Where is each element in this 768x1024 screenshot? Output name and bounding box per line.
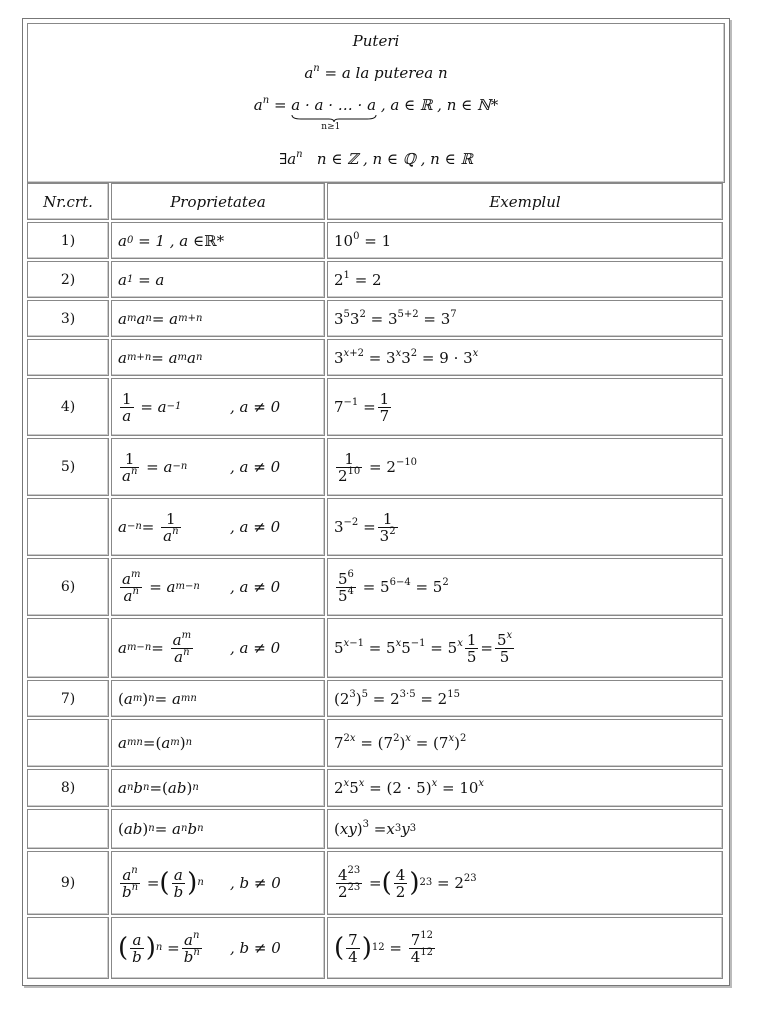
row-number: 3) xyxy=(27,300,109,337)
example-cell: $10^0 = 1$ xyxy=(327,222,723,259)
property-cell: a m−n = $\frac{a^m}{a^n}$ , a ≠ 0 xyxy=(111,618,325,678)
table-header xyxy=(27,23,725,183)
row-number: 1) xyxy=(27,222,109,259)
column-header-nr: Nr.crt. xyxy=(27,183,109,220)
property-cell: ( $\frac{a}{b}$ ) n = $\frac{a^n}{b^n}$ , b ≠ 0 xyxy=(111,917,325,979)
example-cell: $3^{x+2} = 3^x3^2 = 9 \cdot 3^x$ xyxy=(327,339,723,376)
row-number: 6) xyxy=(27,558,109,616)
product-definition: $a^n = a \cdot a$ · … · a n≥1 , a ∈ ℝ , n ∈ ℕ* xyxy=(253,95,499,132)
condition: , a ≠ 0 xyxy=(230,639,281,657)
condition: , b ≠ 0 xyxy=(230,939,281,957)
property-cell: a mn = ( a m ) n xyxy=(111,719,325,767)
existence-line: $\exists a^n$ n ∈ ℤ , n ∈ ℚ , n ∈ ℝ xyxy=(279,149,473,168)
property-cell: a 0 = 1 , a ∈ ℝ * xyxy=(111,222,325,259)
row-number: 7) xyxy=(27,680,109,717)
column-header-property: Proprietatea xyxy=(111,183,325,220)
property-cell: a m+n = a m a n xyxy=(111,339,325,376)
property-cell: $\frac{1}{a}$ = a −1 , a ≠ 0 xyxy=(111,378,325,436)
domain-condition: , a ∈ ℝ , n ∈ ℕ* xyxy=(376,96,499,114)
example-cell: $3^{-2}$ = $\frac{1}{3^2}$ xyxy=(327,498,723,556)
brace-label: n≥1 xyxy=(321,122,341,132)
existence-conditions: n ∈ ℤ , n ∈ ℚ , n ∈ ℝ xyxy=(316,150,473,168)
example-cell: $\frac{1}{2^{10}}$ = $2^{-10}$ xyxy=(327,438,723,496)
row-number: 5) xyxy=(27,438,109,496)
column-header-example: Exemplul xyxy=(327,183,723,220)
condition: , a ≠ 0 xyxy=(230,518,281,536)
condition: , b ≠ 0 xyxy=(230,874,281,892)
property-cell: $\frac{1}{a^n}$ = a −n , a ≠ 0 xyxy=(111,438,325,496)
example-cell: $(2^3)^5 = 2^{3\cdot 5} = 2^{15}$ xyxy=(327,680,723,717)
row-number: 2) xyxy=(27,261,109,298)
example-cell: $7^{2x} = (7^2)^x = (7^x)^2$ xyxy=(327,719,723,767)
row-number: 8) xyxy=(27,769,109,807)
property-cell: a 1 = a xyxy=(111,261,325,298)
powers-table xyxy=(22,18,730,986)
condition: , a ≠ 0 xyxy=(230,458,281,476)
example-cell: $2^1 = 2$ xyxy=(327,261,723,298)
condition: , a ≠ 0 xyxy=(230,398,281,416)
property-cell: a −n = $\frac{1}{a^n}$ , a ≠ 0 xyxy=(111,498,325,556)
row-number xyxy=(27,719,109,767)
example-cell: ( $\frac{7}{4}$ ) 12 = $\frac{7^{12}}{4^{12}}$ xyxy=(327,917,723,979)
property-cell: $\frac{a^n}{b^n}$ = ( $\frac{a}{b}$ ) n , b ≠ 0 xyxy=(111,851,325,915)
row-number: 9) xyxy=(27,851,109,915)
row-number xyxy=(27,809,109,849)
row-number xyxy=(27,498,109,556)
table-title: Puteri xyxy=(352,32,400,50)
example-cell: $5^{x-1} = 5^x5^{-1} = 5^x$ $\frac{1}{5}$ = $\frac{5^x}{5}$ xyxy=(327,618,723,678)
row-number xyxy=(27,618,109,678)
example-cell: $2^x5^x = (2 \cdot 5)^x = 10^x$ xyxy=(327,769,723,807)
underbrace-icon xyxy=(291,114,377,122)
property-cell: ( ab ) n = a n b n xyxy=(111,809,325,849)
row-number xyxy=(27,339,109,376)
condition: , a ≠ 0 xyxy=(230,578,281,596)
row-number xyxy=(27,917,109,979)
row-number: 4) xyxy=(27,378,109,436)
example-cell: $3^53^2 = 3^{5+2} = 3^7$ xyxy=(327,300,723,337)
example-cell: $\frac{5^6}{5^4}$ = $5^{6-4} = 5^2$ xyxy=(327,558,723,616)
example-cell: $\frac{4^{23}}{2^{23}}$ = ( $\frac{4}{2}$ ) 23 = $2^{23}$ xyxy=(327,851,723,915)
property-cell: $\frac{a^m}{a^n}$ = a m−n , a ≠ 0 xyxy=(111,558,325,616)
example-cell: ( xy )$^3$ = x 3 y 3 xyxy=(327,809,723,849)
property-cell: a n b n = ( ab ) n xyxy=(111,769,325,807)
example-cell: $7^{-1}$ = $\frac{1}{7}$ xyxy=(327,378,723,436)
property-cell: ( a m ) n = a mn xyxy=(111,680,325,717)
definition-line: $a^n = a$ la puterea n xyxy=(304,63,448,82)
property-cell: a m a n = a m+n xyxy=(111,300,325,337)
